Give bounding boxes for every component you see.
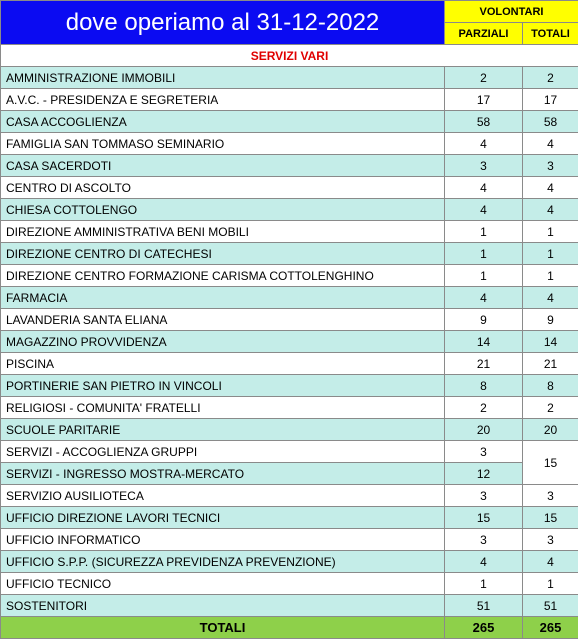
row-label: FAMIGLIA SAN TOMMASO SEMINARIO xyxy=(1,133,445,155)
total-cell: 2 xyxy=(523,67,578,89)
partial-cell: 3 xyxy=(445,155,523,177)
table-row xyxy=(1,419,578,441)
total-cell: 1 xyxy=(523,243,578,265)
total-cell: 20 xyxy=(523,419,578,441)
total-cell: 3 xyxy=(523,529,578,551)
table-row xyxy=(1,551,578,573)
total-cell: 15 xyxy=(523,441,578,485)
partial-cell: 17 xyxy=(445,89,523,111)
row-label: MAGAZZINO PROVVIDENZA xyxy=(1,331,445,353)
total-cell: 51 xyxy=(523,595,578,617)
table-row xyxy=(1,177,578,199)
partial-cell: 51 xyxy=(445,595,523,617)
partial-cell: 1 xyxy=(445,243,523,265)
total-cell: 4 xyxy=(523,177,578,199)
partial-cell: 58 xyxy=(445,111,523,133)
page-title: dove operiamo al 31-12-2022 xyxy=(1,1,445,45)
total-cell: 15 xyxy=(523,507,578,529)
table-row xyxy=(1,595,578,617)
total-cell: 1 xyxy=(523,221,578,243)
table-row xyxy=(1,155,578,177)
row-label: DIREZIONE CENTRO FORMAZIONE CARISMA COTTOLENGHINO xyxy=(1,265,445,287)
row-label: SERVIZIO AUSILIOTECA xyxy=(1,485,445,507)
partial-cell: 9 xyxy=(445,309,523,331)
table-row xyxy=(1,133,578,155)
table-row xyxy=(1,573,578,595)
partial-cell: 20 xyxy=(445,419,523,441)
table-row xyxy=(1,309,578,331)
partial-cell: 4 xyxy=(445,177,523,199)
table-row xyxy=(1,397,578,419)
table-row xyxy=(1,529,578,551)
total-cell: 8 xyxy=(523,375,578,397)
total-cell: 4 xyxy=(523,551,578,573)
totals-row xyxy=(1,617,578,639)
section-header: SERVIZI VARI xyxy=(1,45,578,67)
row-label: DIREZIONE AMMINISTRATIVA BENI MOBILI xyxy=(1,221,445,243)
row-label: UFFICIO DIREZIONE LAVORI TECNICI xyxy=(1,507,445,529)
volunteers-header: VOLONTARI xyxy=(445,1,578,23)
totals-partial: 265 xyxy=(445,617,523,639)
row-label: SERVIZI - ACCOGLIENZA GRUPPI xyxy=(1,441,445,463)
partial-cell: 12 xyxy=(445,463,523,485)
partial-cell: 21 xyxy=(445,353,523,375)
total-cell: 58 xyxy=(523,111,578,133)
row-label: CENTRO DI ASCOLTO xyxy=(1,177,445,199)
total-cell: 4 xyxy=(523,133,578,155)
table-row xyxy=(1,111,578,133)
partial-cell: 4 xyxy=(445,133,523,155)
total-cell: 1 xyxy=(523,573,578,595)
total-cell: 4 xyxy=(523,199,578,221)
table-row xyxy=(1,67,578,89)
row-label: FARMACIA xyxy=(1,287,445,309)
total-cell: 3 xyxy=(523,485,578,507)
table-row xyxy=(1,463,578,485)
totals-label: TOTALI xyxy=(1,617,445,639)
partial-cell: 1 xyxy=(445,265,523,287)
row-label: PORTINERIE SAN PIETRO IN VINCOLI xyxy=(1,375,445,397)
row-label: UFFICIO TECNICO xyxy=(1,573,445,595)
total-cell: 14 xyxy=(523,331,578,353)
table-row xyxy=(1,89,578,111)
table-row xyxy=(1,441,578,463)
total-cell: 17 xyxy=(523,89,578,111)
partial-cell: 4 xyxy=(445,551,523,573)
total-cell: 1 xyxy=(523,265,578,287)
partial-cell: 3 xyxy=(445,441,523,463)
partial-cell: 14 xyxy=(445,331,523,353)
total-cell: 9 xyxy=(523,309,578,331)
partial-column-header: PARZIALI xyxy=(445,23,523,45)
partial-cell: 4 xyxy=(445,287,523,309)
row-label: PISCINA xyxy=(1,353,445,375)
partial-cell: 15 xyxy=(445,507,523,529)
row-label: LAVANDERIA SANTA ELIANA xyxy=(1,309,445,331)
row-label: CHIESA COTTOLENGO xyxy=(1,199,445,221)
row-label: AMMINISTRAZIONE IMMOBILI xyxy=(1,67,445,89)
table-row xyxy=(1,375,578,397)
partial-cell: 2 xyxy=(445,67,523,89)
row-label: CASA SACERDOTI xyxy=(1,155,445,177)
table-row xyxy=(1,265,578,287)
partial-cell: 3 xyxy=(445,485,523,507)
partial-cell: 8 xyxy=(445,375,523,397)
row-label: SOSTENITORI xyxy=(1,595,445,617)
totals-total: 265 xyxy=(523,617,578,639)
table-row xyxy=(1,353,578,375)
row-label: DIREZIONE CENTRO DI CATECHESI xyxy=(1,243,445,265)
row-label: UFFICIO S.P.P. (SICUREZZA PREVIDENZA PREVENZIONE) xyxy=(1,551,445,573)
table-row xyxy=(1,199,578,221)
row-label: SERVIZI - INGRESSO MOSTRA-MERCATO xyxy=(1,463,445,485)
row-label: SCUOLE PARITARIE xyxy=(1,419,445,441)
total-cell: 3 xyxy=(523,155,578,177)
partial-cell: 1 xyxy=(445,573,523,595)
total-cell: 2 xyxy=(523,397,578,419)
partial-cell: 1 xyxy=(445,221,523,243)
table-row xyxy=(1,243,578,265)
table-row xyxy=(1,221,578,243)
row-label: CASA ACCOGLIENZA xyxy=(1,111,445,133)
total-cell: 4 xyxy=(523,287,578,309)
table-row xyxy=(1,331,578,353)
partial-cell: 3 xyxy=(445,529,523,551)
table-row xyxy=(1,507,578,529)
table-row xyxy=(1,485,578,507)
table-row xyxy=(1,287,578,309)
row-label: A.V.C. - PRESIDENZA E SEGRETERIA xyxy=(1,89,445,111)
total-cell: 21 xyxy=(523,353,578,375)
partial-cell: 2 xyxy=(445,397,523,419)
total-column-header: TOTALI xyxy=(523,23,578,45)
row-label: RELIGIOSI - COMUNITA' FRATELLI xyxy=(1,397,445,419)
row-label: UFFICIO INFORMATICO xyxy=(1,529,445,551)
partial-cell: 4 xyxy=(445,199,523,221)
